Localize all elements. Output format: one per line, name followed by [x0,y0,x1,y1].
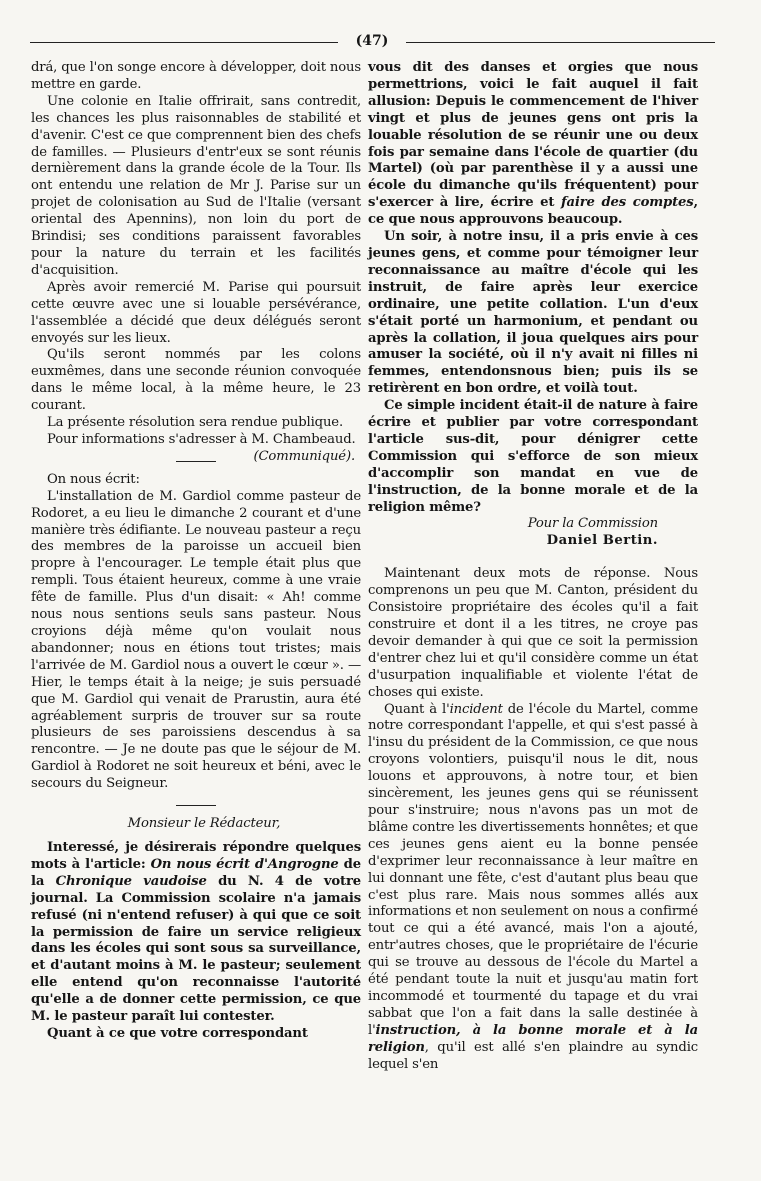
letter-paragraph: Quant à ce que votre correspondant [47,1025,308,1041]
text-run: Chronique vaudoise [55,873,207,889]
text-run: de l'école du Martel, comme notre correspondant l'appelle, et qui s'est passé à l'insu du président de la Commission, ce que nous croyons volontiers, puisqu'il nous le dit, nous louons et approuvons, à notre tour, et bien sincèrement, les jeunes gens qui se réunissent pour s'instruire; nous n'avons pas un mot de blâme contre les divertissements honnêtes; et que ces jeunes gens aient eu la bonne pensée d'exprimer leur reconnaissance à leur maître en lui donnant une fête, c'est d'autant plus beau que c'est plus rare. Mais nous sommes allés aux informations et non seulement on nous a confirmé tout ce qui a été avancé, mais l'on a ajouté, entr'autres choses, que le propriétaire de l'écurie qui se trouve au dessous de l'école du Martel a été pendant toute la nuit et jusqu'au matin fort incommodé et tourmenté du tapage et du vrai sabbat que l'on a fait dans la salle destinée à l' [368,701,698,1038]
communique-signature: (Communiqué). [253,448,355,464]
header-rule-left [30,42,338,43]
right-column [368,60,698,1073]
signature-name: Daniel Bertin. [546,533,658,549]
letter-paragraph: Un soir, à notre insu, il a pris envie à ces jeunes gens, et comme pour témoigner leur reconnaissance au maître d'école qui les instruit, de faire après leur exercice ordinaire, une petite collation. L'un d'eux s'était porté un harmonium, et pendant ou après la collation, il joua quelques airs pour amuser la société, où il n'y avait ni filles ni femmes, entendonsnous bien; puis ils se retirèrent en bon ordre, et voilà tout. [368,229,698,397]
letter-salutation: Monsieur le Rédacteur, [127,816,281,832]
paragraph [368,702,698,1074]
letter-paragraph: Ce simple incident était-il de nature à faire écrire et publier par votre correspondant l'article sus-dit, pour dénigrer cette Commission qui s'efforce de son mieux d'accomplir son mandat en vue de l'instruction, de la bonne morale et de la religion même? [368,398,698,515]
paragraph: Après avoir remercié M. Parise qui poursuit cette œuvre avec une si louable persévérance, l'assemblée a décidé que deux délégués seront envoyés sur les lieux. [31,279,361,346]
header-rule-right [406,42,715,43]
text-run: Interessé, je désirerais répondre quelques mots à l'article: [31,839,361,872]
text-run: On nous écrit d'Angrogne [150,856,339,872]
section-divider [176,805,216,806]
section-divider [176,461,216,462]
text-run: vous dit des danses et orgies que nous permettrions, voici le fait auquel il fait allusion: Depuis le commencement de l'hiver vingt et plus de jeunes gens ont pris la louable résolution de se réunir une ou deux fois par semaine dans l'école de quartier (du Martel) (où par parenthèse il y a aussi une école du dimanche qu'ils fréquentent) pour s'exercer à lire, écrire et [368,60,698,211]
letter-paragraph [31,840,361,1026]
left-column [31,60,361,1043]
letter-paragraph [368,60,698,229]
paragraph: On nous écrit: [47,471,140,487]
paragraph: Une colonie en Italie offrirait, sans contredit, les chances les plus raisonnables de stabilité et d'avenir. C'est ce que comprennent bien des chefs de familles. — Plusieurs d'entr'eux se sont réunis dernièrement dans la grande école de la Tour. Ils ont entendu une relation de Mr J. Parise sur un projet de colonisation au Sud de l'Italie (versant oriental des Apennins), non loin du port de Brindisi; ses conditions paraissent favorables pour la nature du terrain et les facilités d'acquisition. [31,93,361,278]
text-run: de la [31,856,361,889]
text-run: , ce que nous approuvons beaucoup. [368,195,698,228]
paragraph: L'installation de M. Gardiol comme pasteur de Rodoret, a eu lieu le dimanche 2 courant et d'une manière très édifiante. Le nouveau pasteur a reçu des membres de la paroisse un accueil bien propre à l'encourager. Le temple était plus que rempli. Tous étaient heureux, comme à une vraie fête de famille. Plus d'un disait: « Ah! comme nous nous sentions seuls sans pasteur. Nous croyions déjà même qu'on voulait nous abandonner; nous en étions tout tristes; mais l'arrivée de M. Gardiol nous a ouvert le cœur ». — Hier, le temps était à la neige; je suis persuadé que M. Gardiol qui venait de Prarustin, aura été agréablement surpris de trouver sur sa route plusieurs de ses paroissiens descendus à sa rencontre. — Je ne doute pas que le séjour de M. Gardiol à Rodoret ne soit heureux et béni, avec le secours du Seigneur. [31,488,361,792]
page-header [30,31,715,51]
paragraph-text: Pour informations s'adresser à M. Chambeaud. [47,431,356,447]
paragraph: Qu'ils seront nommés par les colons euxmêmes, dans une seconde réunion convoquée dans le même local, à la même heure, le 23 courant. [31,347,361,414]
signature-line: Pour la Commission [527,516,658,532]
text-run: instruction, à la bonne morale et à la religion [368,1022,698,1055]
text-run: Quant à l' [384,701,450,717]
paragraph: La présente résolution sera rendue publique. [47,415,343,431]
paragraph: drá, que l'on songe encore à développer, doit nous mettre en garde. [31,60,361,92]
text-run: faire des comptes [560,195,694,211]
text-run: , qu'il est allé s'en plaindre au syndic lequel s'en [368,1039,698,1072]
paragraph: Maintenant deux mots de réponse. Nous comprenons un peu que M. Canton, président du Consistoire propriétaire des écoles qu'il a fait construire et dont il a les titres, ne croye pas devoir demander à qui que ce soit la permission d'entrer chez lui et qu'il considère comme un état d'usurpation inqualifiable et violente l'état de choses qui existe. [368,566,698,700]
text-run: incident [449,701,503,717]
page-number: (47) [355,33,389,49]
paragraph [31,431,361,464]
text-run: du N. 4 de votre journal. La Commission scolaire n'a jamais refusé (ni n'entend refuser) à qui que ce soit la permission de faire un service religieux dans les écoles qui sont sous sa surveillance, et d'autant moins à M. le pasteur; seulement elle entend qu'on reconnaisse l'autorité qu'elle a de donner cette permission, ce que M. le pasteur paraît lui contester. [31,873,361,1025]
